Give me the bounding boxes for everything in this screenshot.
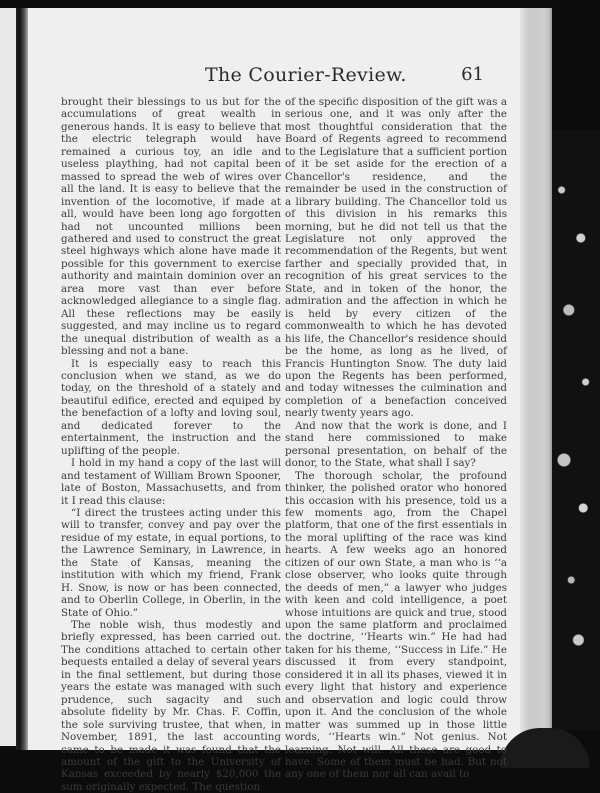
right-column <box>285 96 507 781</box>
paragraph: It is especially easy to reach this conclusion when we stand, as we do today, on the threshold of a stately and beautiful edifice, erected and equiped by the benefaction of a lofty and loving soul, and dedicated forever to the entertainment, the instruction and the uplifting of the people. <box>61 357 281 457</box>
paragraph: of the specific disposition of the gift was a serious one, and it was only after the most thoughtful consideration that the Board of Regents agreed to recommend to the Legislature that a sufficient portion of it be set aside for the erection of a Chancellor's residence, and the remainder be used in the construction of a library building. The Chancellor told us of this division in his remarks this morning, but he did not tell us that the Legislature not only approved the recommendation of the Regents, but went farther and specially provided that, in recognition of his great services to the State, and in token of the honor, the admiration and the affection in which he is held by every citizen of the commonwealth to which he has devoted his life, the Chancellor's residence should be the home, as long as he lived, of Francis Huntington Snow. The duty laid upon the Regents has been performed, and today witnesses the culmination and completion of a benefaction conceived nearly twenty years ago. <box>285 96 507 420</box>
left-column <box>61 96 281 793</box>
page-number: 61 <box>461 64 484 85</box>
page-stack-edge <box>520 8 552 750</box>
marbled-endpaper <box>552 130 600 730</box>
paragraph: I hold in my hand a copy of the last will and testament of William Brown Spooner, late of Boston, Massachusetts, and from it I read this clause: <box>61 457 281 507</box>
facing-page-edge <box>0 8 16 746</box>
paragraph: And now that the work is done, and I stand here commissioned to make personal presentation, on behalf of the donor, to the State, what shall I say? <box>285 419 507 470</box>
running-title: The Courier-Review. <box>205 64 407 86</box>
paragraph: brought their blessings to us but for the accumulations of great wealth in generous hands. It is easy to believe that the electric telegraph would have remained a curious toy, an idle and useless plaything, had not capital been massed to spread the web of wires over all the land. It is easy to believe that the invention of the locomotive, if made at all, would have been long ago forgotten had not uncounted millions been gathered and used to construct the great steel highways which alone have made it possible for this government to exercise authority and maintain dominion over an area more vast than ever before acknowledged allegiance to a single flag. All these reflections may be easily suggested, and may incline us to regard the unequal distribution of wealth as a blessing and not a bane. <box>61 96 281 358</box>
paragraph: The thorough scholar, the profound thinker, the polished orator who honored this occasion with his presence, told us a few moments ago, from the Chapel platform, that one of the first essentials in the moral uplifting of the race was kind hearts. A few weeks ago an honored citizen of our own State, a man who is ‘‘a close observer, who looks quite through the deeds of men,” a lawyer who judges with keen and cold intelligence, a poet whose intuitions are quick and true, stood upon the same platform and proclaimed the doctrine, ‘‘Hearts win.” He had had taken for his theme, ‘‘Success in Life.” He discussed it from every standpoint, considered it in all its phases, viewed it in every light that history and experience and observation and logic could throw upon it. And the conclusion of the whole matter was summed up in those little words, ‘‘Hearts win.” Not genius. Not learning. Not will. All these are good to have. Some of them must be had. But not any one of them nor all can avail to <box>285 469 507 781</box>
paragraph: The noble wish, thus modestly and briefly expressed, has been carried out. The conditions attached to certain other bequests entailed a delay of several years in the final settlement, but during those years the estate was managed with such prudence, such sagacity and such absolute fidelity by Mr. Chas. F. Coffin, the sole surviving trustee, that when, in November, 1891, the last accounting came to be made it was found that the amount of the gift to the University of Kansas exceeded by nearly $20,000 the sum originally expected. The question <box>61 619 281 793</box>
block-quote: “I direct the trustees acting under this will to transfer, convey and pay over the residue of my estate, in equal portions, to the Lawrence Seminary, in Lawrence, in the State of Kansas, meaning the institution with which my friend, Frank H. Snow, is now or has been connected, and to Oberlin College, in Oberlin, in the State of Ohio.” <box>61 506 281 619</box>
page-header <box>60 64 484 88</box>
